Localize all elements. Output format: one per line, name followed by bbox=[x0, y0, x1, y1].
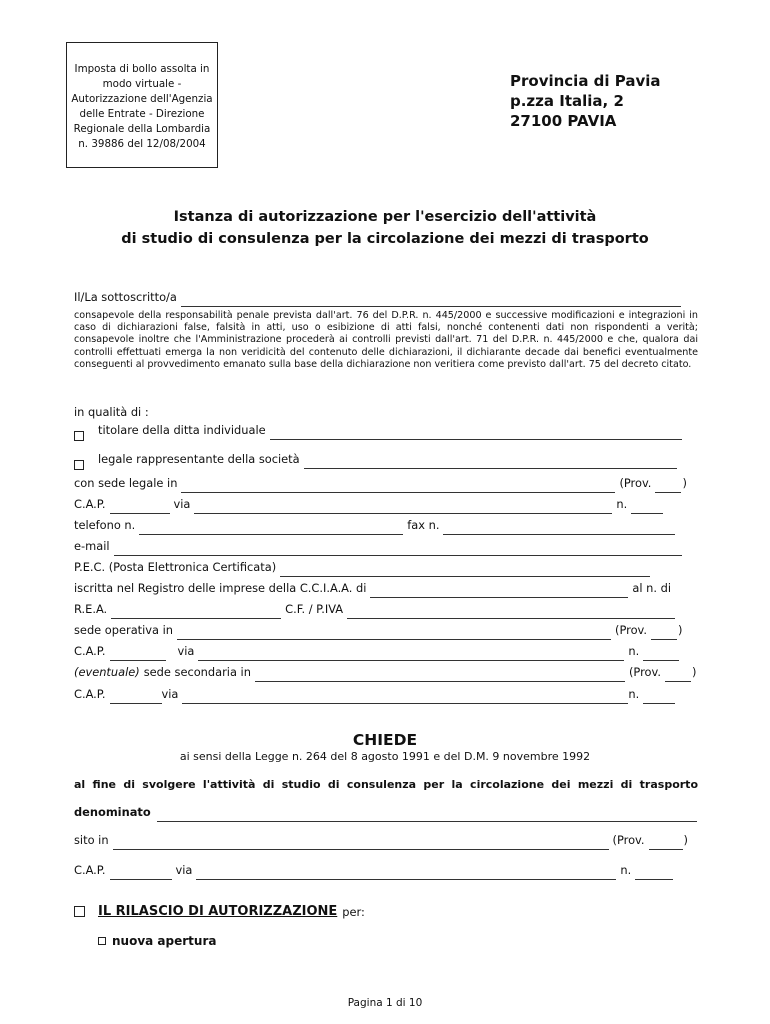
disclaimer-text: consapevole della responsabilità penale prevista dall'art. 76 del D.P.R. n. 445/2000 e successive modificazioni e integrazioni in caso di dichiarazioni false, falsità in atti, uso o esibizione di atti falsi, nonché contenenti dati non rispondenti a verità; consapevole inoltre che l'Amministrazione procederà ai controlli previsti dall'art. 71 del D.P.R. n. 445/2000 e che, qualora dai controlli effettuati emerga la non veridicità del contenuto delle dichiarazioni, il dichiarante decade dai benefici eventualmente conseguenti al provvedimento emanato sulla base della dichiarazione non veritiera come previsto dall'art. 75 del decreto citato. bbox=[74, 310, 698, 370]
prov-field[interactable] bbox=[651, 626, 677, 640]
fax-label: fax n. bbox=[407, 518, 440, 532]
cap-field[interactable] bbox=[110, 690, 162, 704]
via-field[interactable] bbox=[196, 866, 616, 880]
via-label: via bbox=[161, 687, 179, 701]
title-line-2: di studio di consulenza per la circolazione dei mezzi di trasporto bbox=[121, 231, 649, 247]
cf-field[interactable] bbox=[347, 605, 675, 619]
stamp-line: Autorizzazione dell'Agenzia bbox=[71, 93, 213, 105]
recipient-name: Provincia di Pavia bbox=[510, 72, 661, 90]
legale-label: legale rappresentante della società bbox=[98, 452, 300, 466]
prov-close: ) bbox=[683, 833, 688, 847]
eventuale-label: (eventuale) bbox=[74, 665, 140, 679]
prov-field[interactable] bbox=[665, 668, 691, 682]
sede-operativa-field[interactable] bbox=[177, 626, 611, 640]
cap-via-row-2 bbox=[74, 641, 683, 661]
page-number: Pagina 1 di 10 bbox=[347, 997, 423, 1009]
stamp-line: Regionale della Lombardia bbox=[73, 123, 211, 135]
chiede-subheading: ai sensi della Legge n. 264 del 8 agosto 1991 e del D.M. 9 novembre 1992 bbox=[179, 750, 591, 763]
cap-field[interactable] bbox=[110, 647, 166, 661]
cciaa-field[interactable] bbox=[370, 584, 628, 598]
n-field[interactable] bbox=[631, 500, 663, 514]
document-title bbox=[0, 206, 770, 250]
sito-label: sito in bbox=[74, 833, 109, 847]
titolare-field[interactable] bbox=[270, 426, 682, 440]
applicant-name-field[interactable] bbox=[181, 293, 681, 307]
via-field[interactable] bbox=[194, 500, 612, 514]
n-field[interactable] bbox=[643, 690, 675, 704]
email-row bbox=[74, 536, 686, 556]
denominato-field[interactable] bbox=[157, 808, 697, 822]
sede-legale-field[interactable] bbox=[181, 479, 615, 493]
stamp-line: delle Entrate - Direzione bbox=[79, 108, 205, 120]
legale-checkbox[interactable] bbox=[74, 460, 84, 470]
iscritta-row bbox=[74, 578, 671, 598]
cap-via-row bbox=[74, 494, 667, 514]
cf-label: C.F. / P.IVA bbox=[285, 602, 344, 616]
al-n-di-label: al n. di bbox=[632, 581, 672, 595]
rea-label: R.E.A. bbox=[74, 602, 108, 616]
legale-field[interactable] bbox=[304, 455, 677, 469]
cap-via-row-3 bbox=[74, 684, 679, 704]
pec-field[interactable] bbox=[280, 563, 650, 577]
n-field[interactable] bbox=[635, 866, 673, 880]
n-label: n. bbox=[620, 863, 632, 877]
qualita-label: in qualità di : bbox=[74, 405, 149, 419]
stamp-box bbox=[66, 42, 218, 168]
via-field[interactable] bbox=[198, 647, 624, 661]
via-label: via bbox=[177, 644, 195, 658]
prov-label: (Prov. bbox=[615, 623, 648, 637]
cap-field[interactable] bbox=[110, 500, 170, 514]
rilascio-row bbox=[74, 904, 365, 919]
nuova-apertura-checkbox[interactable] bbox=[98, 937, 106, 945]
sede-secondaria-label: sede secondaria in bbox=[143, 665, 251, 679]
prov-close: ) bbox=[682, 476, 687, 490]
sede-operativa-label: sede operativa in bbox=[74, 623, 174, 637]
cap-label: C.A.P. bbox=[74, 497, 106, 511]
sito-row bbox=[74, 830, 688, 850]
via-field[interactable] bbox=[182, 690, 628, 704]
nuova-apertura-row bbox=[98, 934, 216, 948]
rilascio-checkbox[interactable] bbox=[74, 906, 85, 917]
chiede-heading: CHIEDE bbox=[352, 731, 418, 749]
sito-field[interactable] bbox=[113, 836, 609, 850]
titolare-label: titolare della ditta individuale bbox=[98, 423, 266, 437]
n-field[interactable] bbox=[643, 647, 679, 661]
legale-row bbox=[74, 449, 681, 469]
titolare-checkbox[interactable] bbox=[74, 431, 84, 441]
prov-label: (Prov. bbox=[628, 665, 661, 679]
telefono-label: telefono n. bbox=[74, 518, 136, 532]
cap-label: C.A.P. bbox=[74, 863, 106, 877]
n-label: n. bbox=[628, 644, 640, 658]
nuova-apertura-label: nuova apertura bbox=[112, 934, 217, 948]
email-field[interactable] bbox=[114, 542, 682, 556]
cap-label: C.A.P. bbox=[74, 644, 106, 658]
prov-close: ) bbox=[678, 623, 683, 637]
email-label: e-mail bbox=[74, 539, 110, 553]
applicant-row bbox=[74, 287, 685, 307]
denominato-label: denominato bbox=[74, 805, 151, 819]
prov-label: (Prov. bbox=[619, 476, 652, 490]
sede-legale-label: con sede legale in bbox=[74, 476, 178, 490]
recipient-city: 27100 PAVIA bbox=[510, 112, 617, 130]
sede-secondaria-row bbox=[74, 662, 696, 682]
via-label: via bbox=[173, 497, 191, 511]
pec-row bbox=[74, 557, 654, 577]
telefono-fax-row bbox=[74, 515, 679, 535]
pec-label: P.E.C. (Posta Elettronica Certificata) bbox=[74, 560, 277, 574]
iscritta-label: iscritta nel Registro delle imprese della C.C.I.A.A. di bbox=[74, 581, 367, 595]
sede-legale-row bbox=[74, 473, 687, 493]
sede-operativa-row bbox=[74, 620, 682, 640]
stamp-line: Imposta di bollo assolta in bbox=[74, 63, 210, 75]
via-label: via bbox=[175, 863, 193, 877]
recipient-address bbox=[510, 71, 661, 131]
cap-via-row-4 bbox=[74, 860, 677, 880]
cap-label: C.A.P. bbox=[74, 687, 106, 701]
prov-field[interactable] bbox=[649, 836, 683, 850]
prov-close: ) bbox=[691, 665, 697, 679]
rilascio-label: IL RILASCIO DI AUTORIZZAZIONE bbox=[98, 904, 338, 919]
prov-field[interactable] bbox=[655, 479, 681, 493]
cap-field[interactable] bbox=[110, 866, 172, 880]
recipient-street: p.zza Italia, 2 bbox=[510, 92, 624, 110]
sede-secondaria-field[interactable] bbox=[255, 668, 625, 682]
title-line-1: Istanza di autorizzazione per l'esercizio dell'attività bbox=[173, 209, 597, 225]
rea-cf-row bbox=[74, 599, 679, 619]
telefono-field[interactable] bbox=[139, 521, 403, 535]
titolare-row bbox=[74, 420, 686, 440]
fax-field[interactable] bbox=[443, 521, 675, 535]
prov-label: (Prov. bbox=[612, 833, 645, 847]
rilascio-per: per: bbox=[342, 904, 365, 919]
n-label: n. bbox=[616, 497, 628, 511]
stamp-line: modo virtuale - bbox=[102, 78, 182, 90]
n-label: n. bbox=[628, 687, 640, 701]
fine-text: al fine di svolgere l'attività di studio di consulenza per la circolazione dei mezzi di trasporto bbox=[74, 778, 698, 791]
denominato-row bbox=[74, 802, 701, 822]
rea-field[interactable] bbox=[111, 605, 281, 619]
stamp-line: n. 39886 del 12/08/2004 bbox=[78, 138, 206, 150]
applicant-label: Il/La sottoscritto/a bbox=[74, 290, 177, 304]
